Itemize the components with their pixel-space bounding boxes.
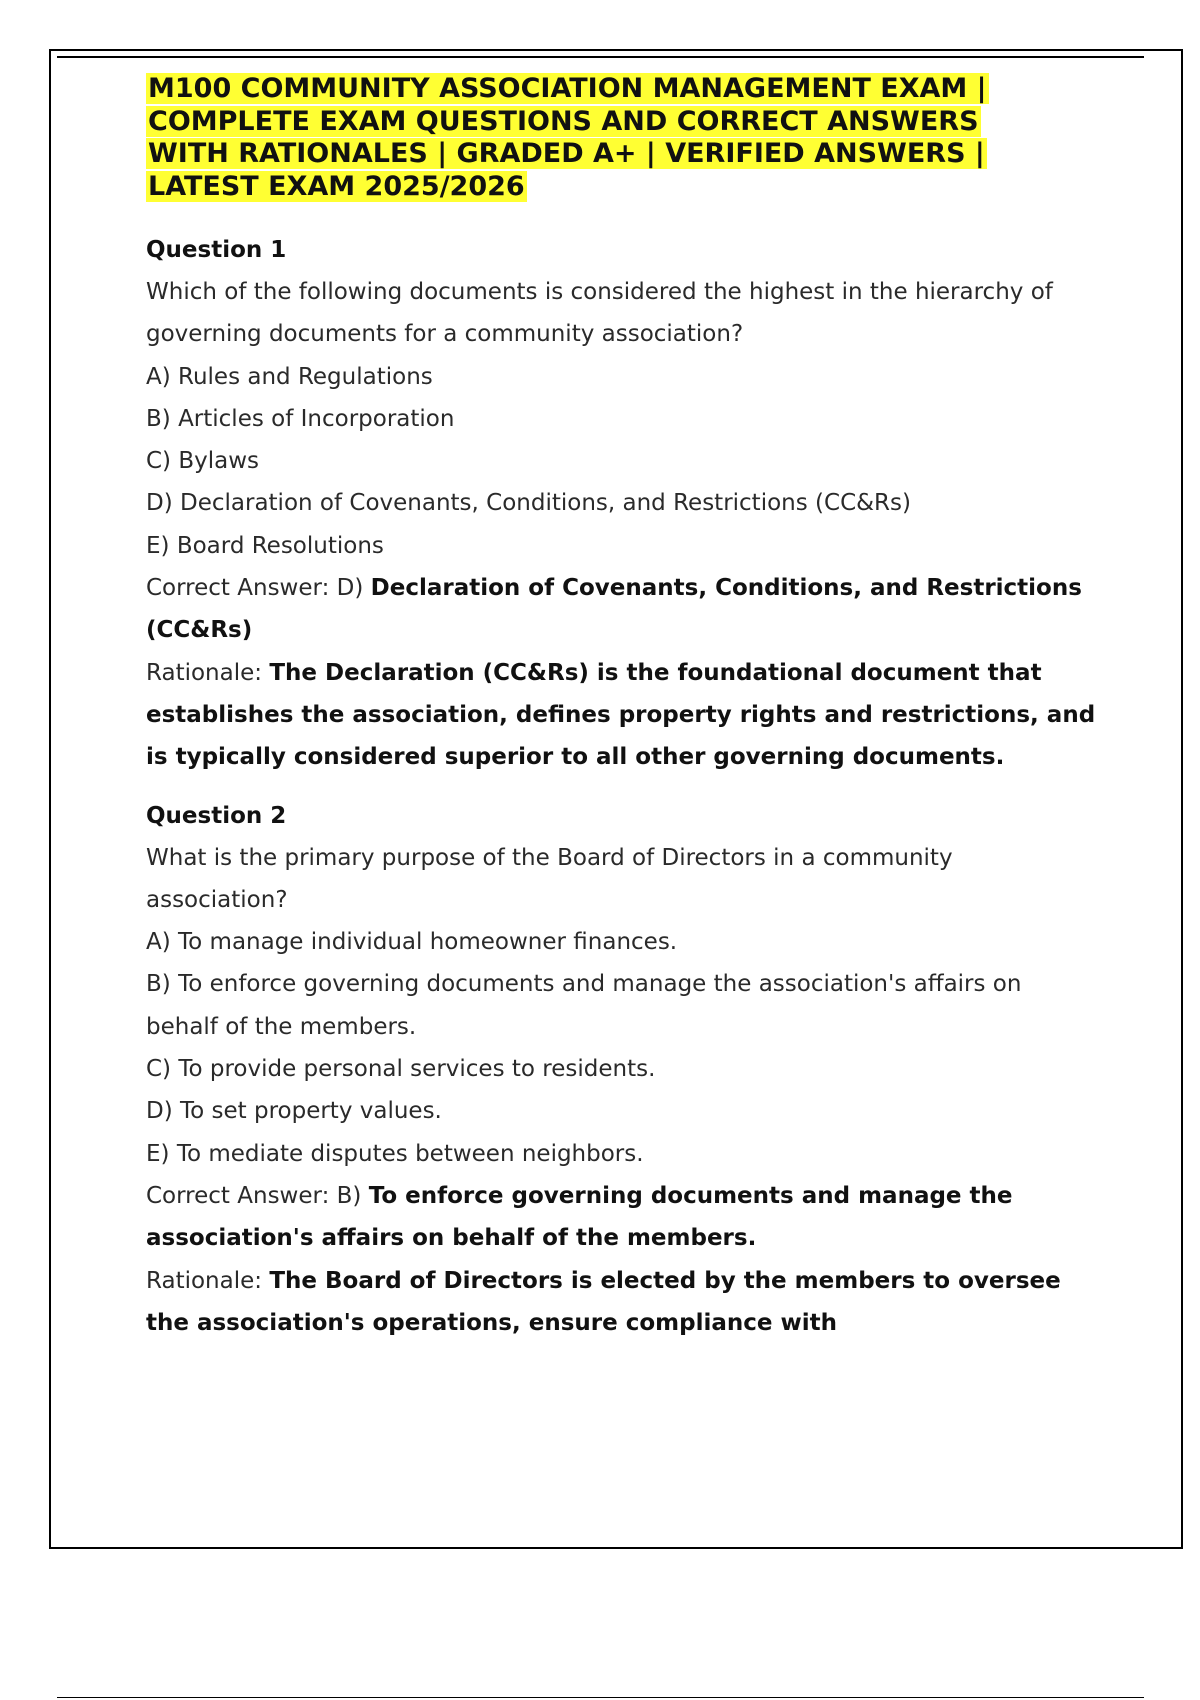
question-heading: Question 1 [146,237,287,263]
header-rule [57,56,1144,58]
option-b: B) To enforce governing documents and manage the association's affairs on behalf of the members. [146,971,1022,1040]
option-e: E) Board Resolutions [146,532,384,559]
footer-rule [57,1697,1144,1698]
rationale [146,1260,1096,1345]
question-block-1 [146,229,1096,779]
option-d: D) Declaration of Covenants, Conditions, and Restrictions (CC&Rs) [146,490,911,517]
option-c: C) To provide personal services to residents. [146,1056,656,1083]
rationale [146,652,1096,779]
document-body [146,73,1096,1360]
rationale-text: The Board of Directors is elected by the members to oversee the association's operations, ensure compliance with [146,1267,1061,1336]
question-prompt: Which of the following documents is considered the highest in the hierarchy of governing documents for a community association? [146,279,1053,348]
correct-answer-text: Declaration of Covenants, Conditions, and Restrictions (CC&Rs) [146,575,1082,644]
option-c: C) Bylaws [146,448,260,475]
question-heading: Question 2 [146,802,287,829]
question-block-2 [146,795,1096,1345]
correct-answer [146,1175,1096,1260]
option-a: A) To manage individual homeowner finances. [146,929,678,956]
title-highlight: M100 COMMUNITY ASSOCIATION MANAGEMENT EXAM | COMPLETE EXAM QUESTIONS AND CORRECT ANSWERS WITH RATIONALES | GRADED A+ | VERIFIED ANSWERS | LATEST EXAM 2025/2026 [148,73,987,202]
option-b: B) Articles of Incorporation [146,405,455,432]
correct-answer-label: Correct Answer: B) [146,1182,369,1209]
correct-answer [146,567,1096,652]
rationale-label: Rationale: [146,659,270,686]
correct-answer-label: Correct Answer: D) [146,575,371,602]
document-title [146,73,1056,203]
option-e: E) To mediate disputes between neighbors. [146,1140,644,1167]
option-a: A) Rules and Regulations [146,363,433,390]
option-d: D) To set property values. [146,1098,442,1125]
rationale-label: Rationale: [146,1267,270,1294]
question-prompt: What is the primary purpose of the Board of Directors in a community association? [146,844,953,913]
rationale-text: The Declaration (CC&Rs) is the foundational document that establishes the association, defines property rights and restrictions, and is typically considered superior to all other governing documents. [146,659,1096,771]
correct-answer-text: To enforce governing documents and manage the association's affairs on behalf of the members. [146,1182,1013,1252]
